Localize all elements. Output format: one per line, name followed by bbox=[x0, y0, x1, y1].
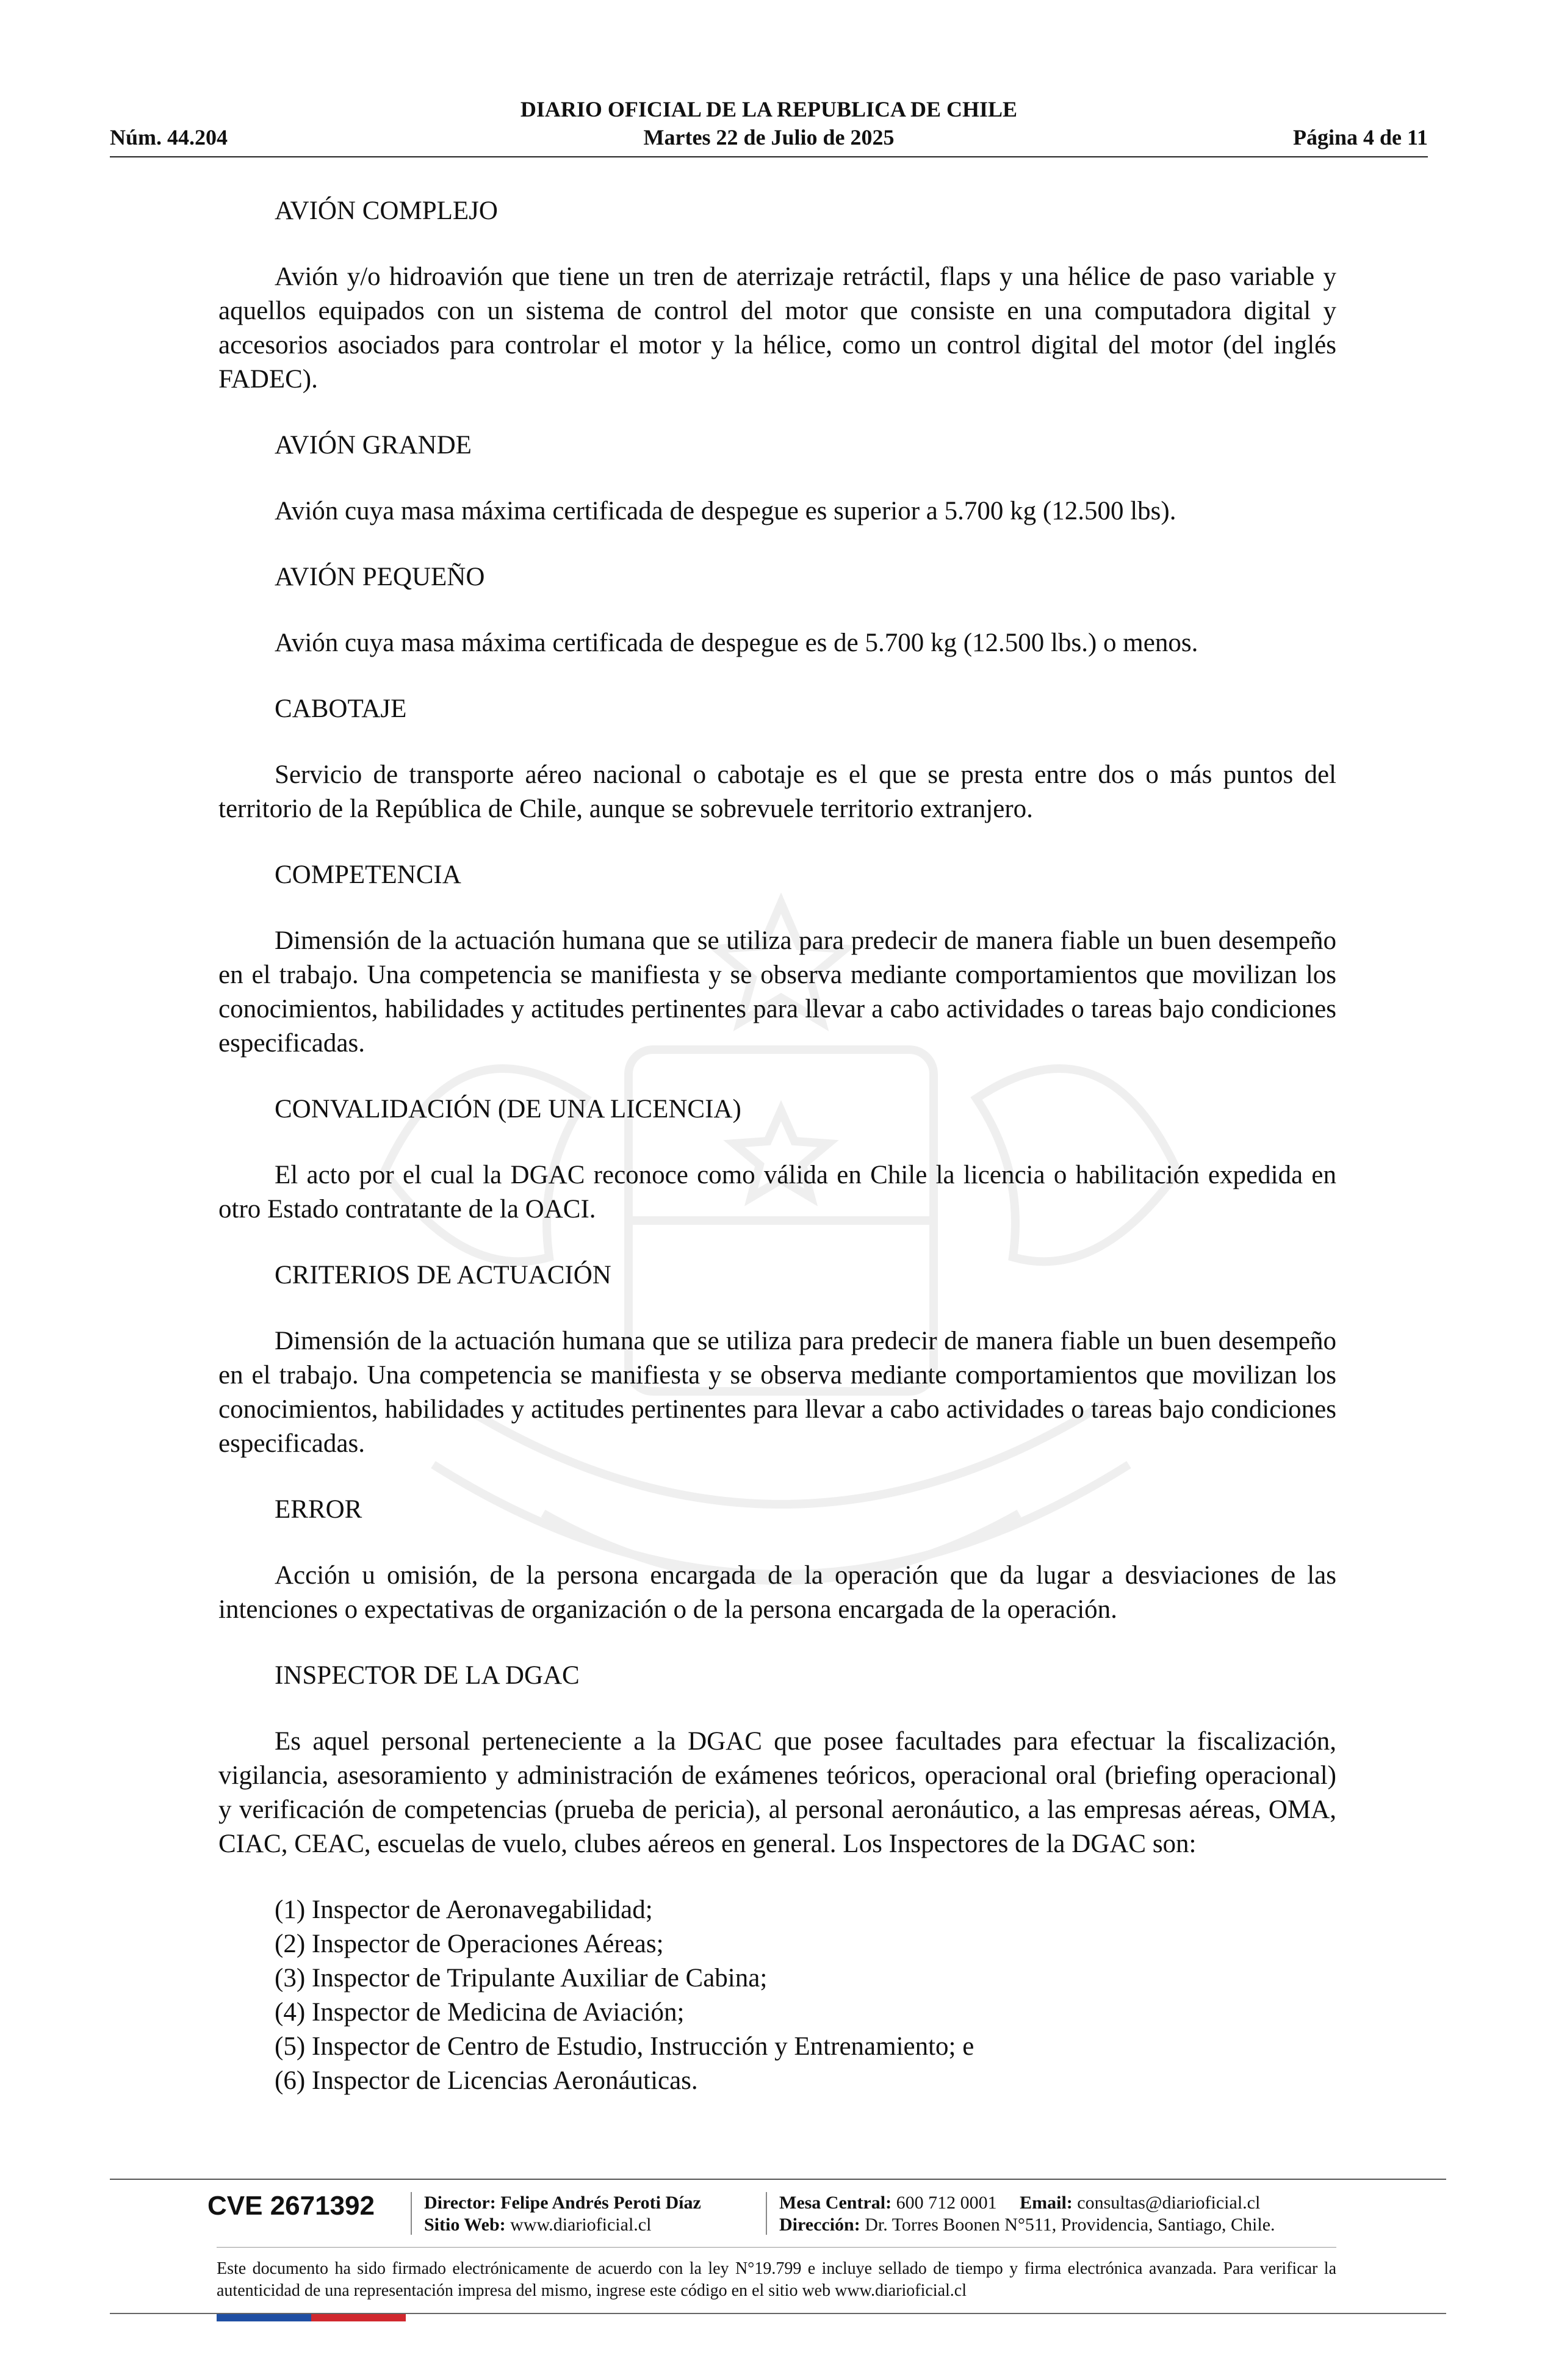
footer-inner-divider bbox=[217, 2247, 1336, 2248]
inspector-list bbox=[218, 1893, 1336, 2098]
list-item: (6) Inspector de Licencias Aeronáuticas. bbox=[275, 2066, 698, 2095]
legal-notice: Este documento ha sido firmado electrónicamente de acuerdo con la ley N°19.799 e incluye sellado de tiempo y firma electrónica avanzada. Para verificar la autenticidad de una representación impresa del mismo, ingrese este código en el sitio web www.diarioficial.cl bbox=[217, 2259, 1336, 2300]
issue-date: Martes 22 de Julio de 2025 bbox=[643, 125, 895, 150]
section-heading: CRITERIOS DE ACTUACIÓN bbox=[275, 1261, 611, 1289]
list-item: (3) Inspector de Tripulante Auxiliar de Cabina; bbox=[275, 1964, 768, 1992]
section-text: Dimensión de la actuación humana que se utiliza para predecir de manera fiable un buen desempeño en el trabajo. Una competencia se manifiesta y se observa mediante comportamientos que movilizan los conocimientos, habilidades y actitudes pertinentes para llevar a cabo actividades o tareas bajo condiciones especificadas. bbox=[218, 1327, 1336, 1458]
list-item: (1) Inspector de Aeronavegabilidad; bbox=[275, 1895, 653, 1924]
footer-director-block bbox=[424, 2192, 701, 2236]
section-text: Acción u omisión, de la persona encargada de la operación que da lugar a desviaciones de las intenciones o expectativas de organización o de la persona encargada de la operación. bbox=[218, 1561, 1336, 1624]
phone-number: 600 712 0001 bbox=[896, 2193, 997, 2213]
director-label: Director: bbox=[424, 2193, 496, 2213]
flag-blue-segment bbox=[217, 2314, 311, 2321]
page-indicator: Página 4 de 11 bbox=[1292, 125, 1428, 150]
section-heading: AVIÓN GRANDE bbox=[275, 431, 472, 460]
email-link[interactable]: consultas@diarioficial.cl bbox=[1077, 2193, 1261, 2213]
section-text: Avión cuya masa máxima certificada de despegue es superior a 5.700 kg (12.500 lbs). bbox=[275, 497, 1176, 525]
issue-number: Núm. 44.204 bbox=[110, 125, 228, 150]
section-heading: AVIÓN PEQUEÑO bbox=[275, 563, 485, 591]
section-text: Servicio de transporte aéreo nacional o cabotaje es el que se presta entre dos o más puntos del territorio de la República de Chile, aunque se sobrevuele territorio extranjero. bbox=[218, 760, 1336, 823]
footer-contact-block bbox=[779, 2192, 1275, 2236]
section-heading: CONVALIDACIÓN (DE UNA LICENCIA) bbox=[275, 1095, 741, 1123]
footer-separator bbox=[411, 2192, 412, 2235]
section-heading: CABOTAJE bbox=[275, 694, 407, 723]
phone-label: Mesa Central: bbox=[779, 2193, 892, 2213]
director-name: Felipe Andrés Peroti Díaz bbox=[500, 2193, 701, 2213]
list-item: (5) Inspector de Centro de Estudio, Instrucción y Entrenamiento; e bbox=[275, 2032, 974, 2061]
website-link[interactable]: www.diarioficial.cl bbox=[510, 2215, 652, 2235]
address-label: Dirección: bbox=[779, 2215, 860, 2235]
list-item: (4) Inspector de Medicina de Aviación; bbox=[275, 1998, 685, 2027]
footer-separator bbox=[766, 2192, 767, 2235]
flag-red-segment bbox=[311, 2314, 406, 2321]
cve-code: CVE 2671392 bbox=[207, 2191, 375, 2221]
document-body bbox=[218, 194, 1336, 2098]
address-text: Dr. Torres Boonen N°511, Providencia, Santiago, Chile. bbox=[865, 2215, 1275, 2235]
header-divider bbox=[110, 156, 1428, 157]
footer-divider bbox=[110, 2179, 1446, 2180]
section-text: Avión cuya masa máxima certificada de despegue es de 5.700 kg (12.500 lbs.) o menos. bbox=[275, 629, 1198, 657]
section-heading: INSPECTOR DE LA DGAC bbox=[275, 1661, 580, 1690]
email-label: Email: bbox=[1020, 2193, 1073, 2213]
list-item: (2) Inspector de Operaciones Aéreas; bbox=[275, 1930, 664, 1958]
gazette-title: DIARIO OFICIAL DE LA REPUBLICA DE CHILE bbox=[520, 97, 1018, 121]
section-text: Dimensión de la actuación humana que se utiliza para predecir de manera fiable un buen desempeño en el trabajo. Una competencia se manifiesta y se observa mediante comportamientos que movilizan los conocimientos, habilidades y actitudes pertinentes para llevar a cabo actividades o tareas bajo condiciones especificadas. bbox=[218, 926, 1336, 1058]
website-label: Sitio Web: bbox=[424, 2215, 506, 2235]
flag-stripe bbox=[217, 2314, 406, 2321]
section-text: El acto por el cual la DGAC reconoce como válida en Chile la licencia o habilitación expedida en otro Estado contratante de la OACI. bbox=[218, 1161, 1336, 1224]
section-text: Avión y/o hidroavión que tiene un tren de aterrizaje retráctil, flaps y una hélice de paso variable y aquellos equipados con un sistema de control del motor que consiste en una computadora digital y accesorios asociados para controlar el motor y la hélice, como un control digital del motor (del inglés FADEC). bbox=[218, 262, 1336, 394]
section-heading: COMPETENCIA bbox=[275, 860, 461, 889]
section-heading: ERROR bbox=[275, 1495, 362, 1524]
section-text: Es aquel personal perteneciente a la DGAC que posee facultades para efectuar la fiscalización, vigilancia, asesoramiento y administración de exámenes teóricos, operacional oral (briefing operacional) y verificación de competencias (prueba de pericia), al personal aeronáutico, a las empresas aéreas, OMA, CIAC, CEAC, escuelas de vuelo, clubes aéreos en general. Los Inspectores de la DGAC son: bbox=[218, 1727, 1336, 1858]
section-heading: AVIÓN COMPLEJO bbox=[275, 197, 498, 225]
